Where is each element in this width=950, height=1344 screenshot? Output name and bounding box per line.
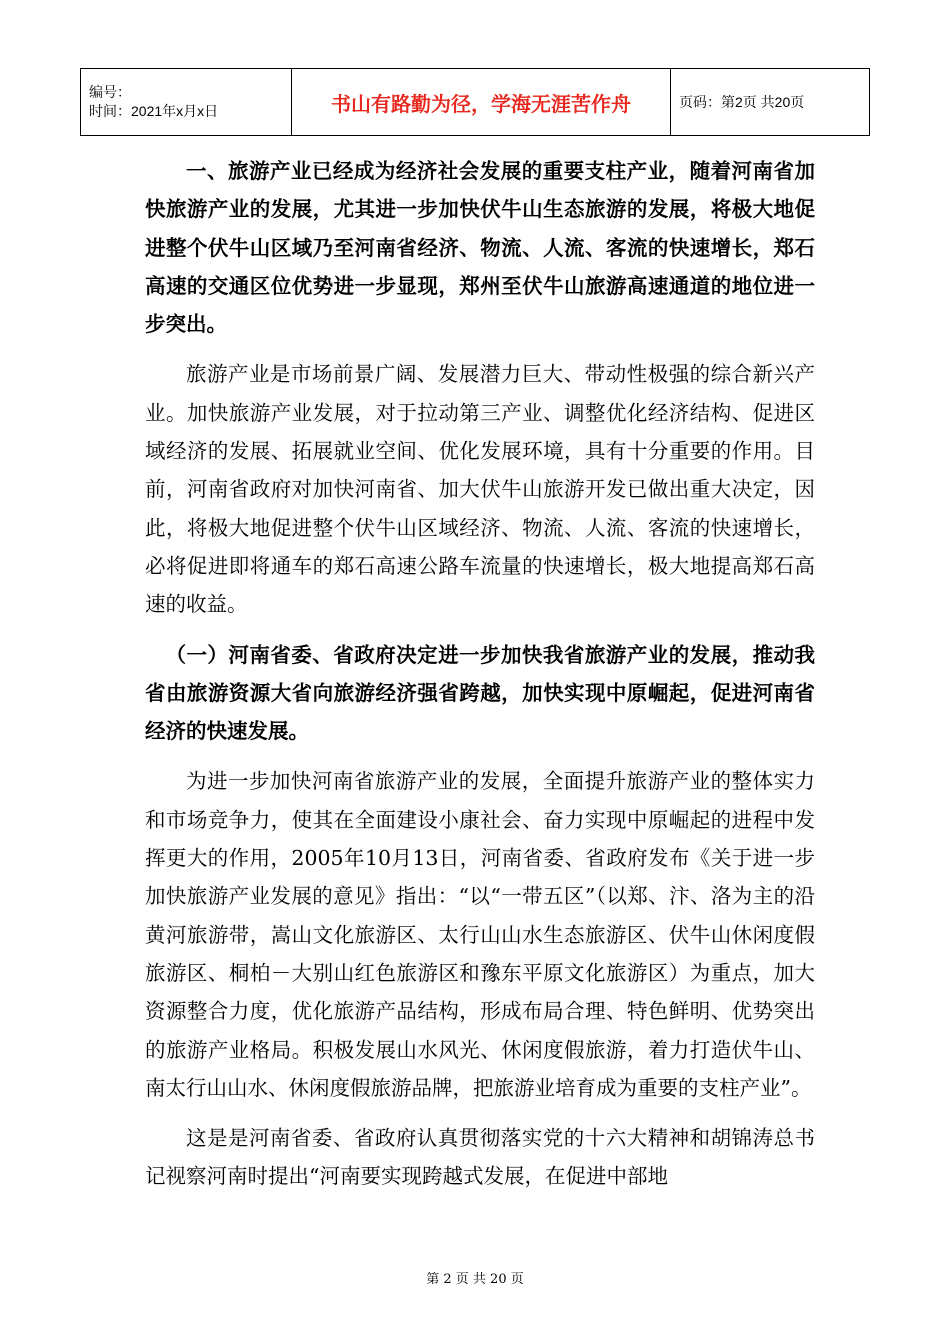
header-page-info: 页码：第2页 共20页	[671, 69, 870, 136]
subsection-heading: （一）河南省委、省政府决定进一步加快我省旅游产业的发展，推动我省由旅游资源大省向旅游经济强省跨越，加快实现中原崛起，促进河南省经济的快速发展。	[145, 642, 815, 744]
time-label: 时间：2021年x月x日	[89, 103, 219, 119]
header-motto: 书山有路勤为径，学海无涯苦作舟	[292, 69, 671, 136]
document-body	[145, 152, 815, 1196]
header-meta-cell	[81, 69, 292, 136]
document-header	[80, 68, 870, 136]
body-paragraph: 这是是河南省委、省政府认真贯彻落实党的十六大精神和胡锦涛总书记视察河南时提出“河南要实现跨越式发展，在促进中部地	[145, 1126, 815, 1189]
number-label: 编号：	[89, 84, 131, 100]
body-paragraph: 旅游产业是市场前景广阔、发展潜力巨大、带动性极强的综合新兴产业。加快旅游产业发展，对于拉动第三产业、调整优化经济结构、促进区域经济的发展、拓展就业空间、优化发展环境，具有十分重要的作用。目前，河南省政府对加快河南省、加大伏牛山旅游开发已做出重大决定，因此，将极大地促进整个伏牛山区域经济、物流、人流、客流的快速增长，必将促进即将通车的郑石高速公路车流量的快速增长，极大地提高郑石高速的收益。	[145, 362, 815, 617]
page-footer: 第 2 页 共 20 页	[426, 1272, 524, 1287]
body-paragraph: 为进一步加快河南省旅游产业的发展，全面提升旅游产业的整体实力和市场竞争力，使其在全面建设小康社会、奋力实现中原崛起的进程中发挥更大的作用，2005年10月13日，河南省委、省政府发布《关于进一步加快旅游产业发展的意见》指出：“以“一带五区”（以郑、汴、洛为主的沿黄河旅游带，嵩山文化旅游区、太行山山水生态旅游区、伏牛山休闲度假旅游区、桐柏－大别山红色旅游区和豫东平原文化旅游区）为重点，加大资源整合力度，优化旅游产品结构，形成布局合理、特色鲜明、优势突出的旅游产业格局。积极发展山水风光、休闲度假旅游，着力打造伏牛山、南太行山山水、休闲度假旅游品牌，把旅游业培育成为重要的支柱产业”。	[145, 769, 815, 1100]
section-heading: 一、旅游产业已经成为经济社会发展的重要支柱产业，随着河南省加快旅游产业的发展，尤其进一步加快伏牛山生态旅游的发展，将极大地促进整个伏牛山区域乃至河南省经济、物流、人流、客流的快速增长，郑石高速的交通区位优势进一步显现，郑州至伏牛山旅游高速通道的地位进一步突出。	[145, 159, 815, 337]
